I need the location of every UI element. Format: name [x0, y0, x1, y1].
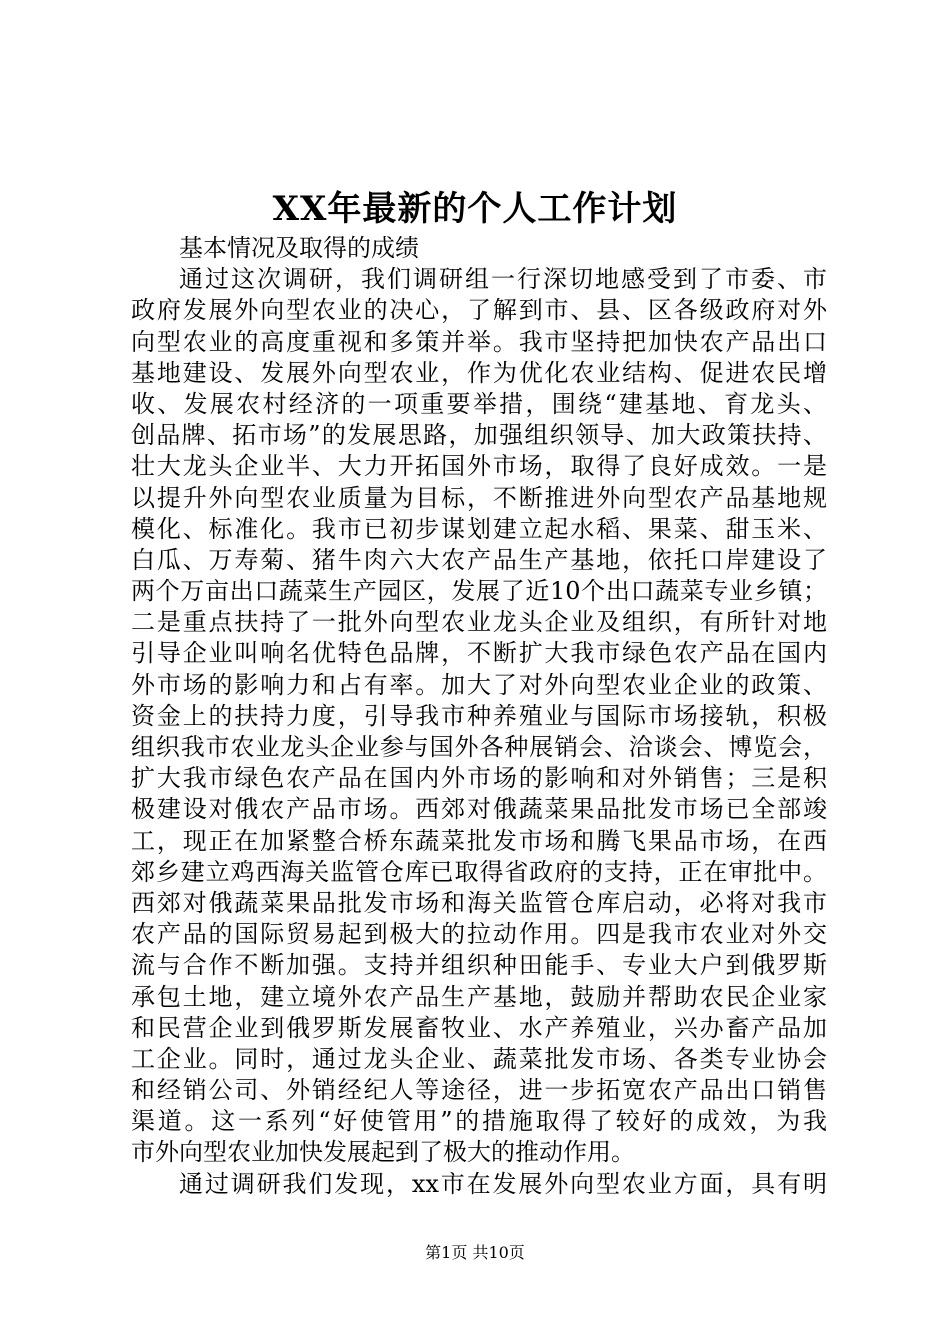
- text-line: 外市场的影响力和占有率。加大了对外向型农业企业的政策、: [131, 670, 827, 699]
- text-line: 白瓜、万寿菊、猪牛肉六大农产品生产基地，依托口岸建设了: [131, 545, 827, 574]
- text-line: 资金上的扶持力度，引导我市种养殖业与国际市场接轨，积极: [131, 701, 827, 730]
- text-line: 渠道。这一系列“好使管用”的措施取得了较好的成效，为我: [131, 1107, 827, 1136]
- document-title: XX年最新的个人工作计划: [272, 189, 678, 229]
- text-line: 流与合作不断加强。支持并组织种田能手、专业大户到俄罗斯: [131, 951, 827, 980]
- text-line: 基本情况及取得的成绩: [179, 234, 419, 262]
- text-line: 承包土地，建立境外农产品生产基地，鼓励并帮助农民企业家: [131, 982, 827, 1011]
- text-line: 工企业。同时，通过龙头企业、蔬菜批发市场、各类专业协会: [131, 1044, 827, 1073]
- text-line: 向型农业的高度重视和多策并举。我市坚持把加快农产品出口: [131, 327, 827, 356]
- text-line: 收、发展农村经济的一项重要举措，围绕“建基地、育龙头、: [131, 389, 827, 418]
- text-line: 二是重点扶持了一批外向型农业龙头企业及组织，有所针对地: [131, 608, 827, 637]
- text-line: 以提升外向型农业质量为目标，不断推进外向型农产品基地规: [131, 483, 827, 512]
- text-line: 壮大龙头企业半、大力开拓国外市场，取得了良好成效。一是: [131, 452, 827, 481]
- text-line: 模化、标准化。我市已初步谋划建立起水稻、果菜、甜玉米、: [131, 514, 827, 543]
- text-line: 扩大我市绿色农产品在国内外市场的影响和对外销售；三是积: [131, 764, 827, 793]
- text-line: 和经销公司、外销经纪人等途径，进一步拓宽农产品出口销售: [131, 1076, 827, 1105]
- text-line: 极建设对俄农产品市场。西郊对俄蔬菜果品批发市场已全部竣: [131, 795, 827, 824]
- page-footer: 第1页 共10页: [425, 1243, 525, 1262]
- text-line: 组织我市农业龙头企业参与国外各种展销会、洽谈会、博览会，: [131, 733, 827, 761]
- text-line: 基地建设、发展外向型农业，作为优化农业结构、促进农民增: [131, 358, 827, 387]
- text-line: 郊乡建立鸡西海关监管仓库已取得省政府的支持，正在审批中。: [131, 857, 827, 886]
- text-line: 西郊对俄蔬菜果品批发市场和海关监管仓库启动，必将对我市: [131, 888, 827, 917]
- text-line: 农产品的国际贸易起到极大的拉动作用。四是我市农业对外交: [131, 920, 827, 949]
- text-line: 通过这次调研，我们调研组一行深切地感受到了市委、市: [179, 265, 827, 294]
- text-line: 通过调研我们发现，xx市在发展外向型农业方面，具有明: [179, 1169, 827, 1198]
- text-line: 和民营企业到俄罗斯发展畜牧业、水产养殖业，兴办畜产品加: [131, 1013, 827, 1042]
- text-line: 市外向型农业加快发展起到了极大的推动作用。: [131, 1138, 635, 1167]
- text-line: 创品牌、拓市场”的发展思路，加强组织领导、加大政策扶持、: [131, 421, 827, 450]
- text-line: 政府发展外向型农业的决心，了解到市、县、区各级政府对外: [131, 296, 827, 325]
- document-body: [131, 233, 827, 1200]
- text-line: 引导企业叫响名优特色品牌，不断扩大我市绿色农产品在国内: [131, 639, 827, 668]
- text-line: 工，现正在加紧整合桥东蔬菜批发市场和腾飞果品市场，在西: [131, 826, 827, 855]
- text-line: 两个万亩出口蔬菜生产园区，发展了近10个出口蔬菜专业乡镇；: [131, 577, 827, 606]
